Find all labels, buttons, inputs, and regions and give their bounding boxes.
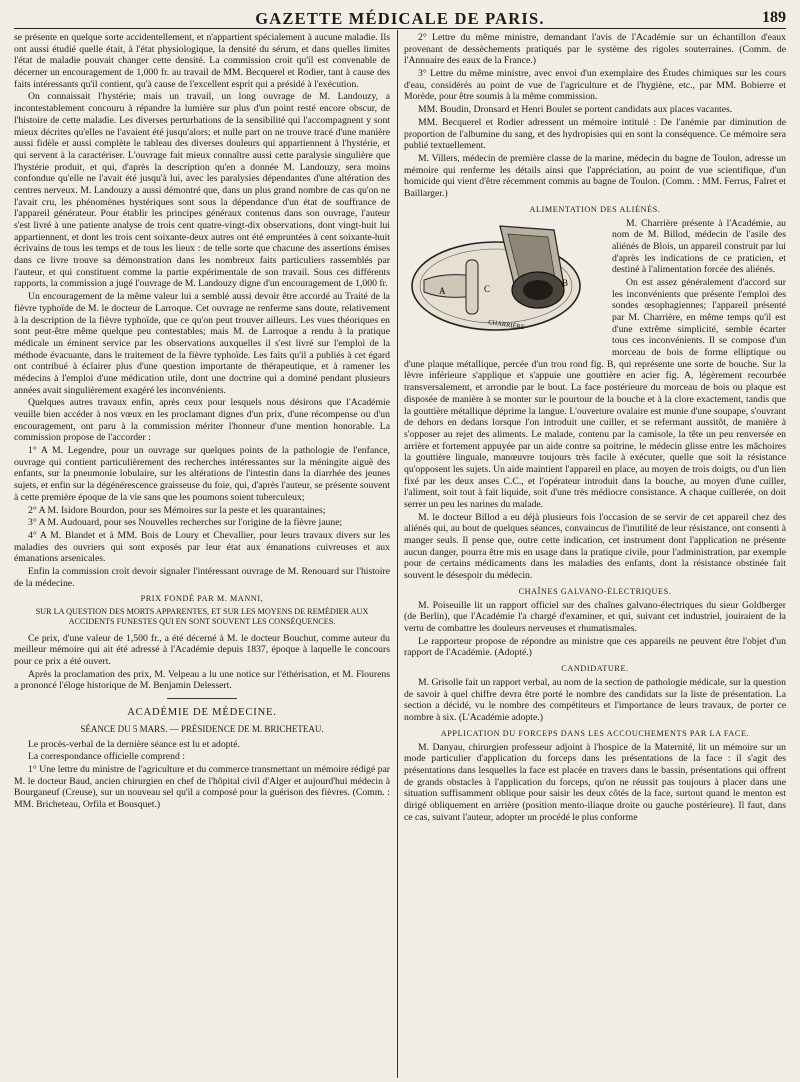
paragraph: M. Danyau, chirurgien professeur adjoint à l'hospice de la Maternité, lit un mémoire sur un mode particulier d'application du forceps dans les présentations de la face : il s'agit des présentations dans lesquelles la face est placée en travers dans le bassin, présentations qui offrent de grands obstacles à l'application du forceps, qu'on ne réussit pas toujours à placer dans une situation suffisamment oblique pour saisir les deux côtés de la face, surtout quand le menton est dirigé obliquement en arrière (position mento-iliaque droite ou gauche postérieure). Il faut, dans ce cas, suivant l'auteur, adopter un procédé le plus conforme: [404, 741, 786, 823]
paragraph: Un encouragement de la même valeur lui a semblé aussi devoir être accordé au Traité de la fièvre typhoïde de M. le docteur de Larroque. Cet ouvrage ne renferme sans doute, relativement à la description de la fièvre typhoïde, que ce qu'on peut trouver ailleurs. Les vues théoriques en sont peut-être même quelque peu contestables; mais M. de Larroque a rendu à la pratique médicale un éminent service par les observations auxquelles il s'est livré sur l'emploi de la méthode évacuante, dans le traitement de la fièvre typhoïde. Les faits qu'il a publiés à cet égard ont contribué à éclairer plus d'une question importante de thérapeutique, et à ramener les médecins à l'emploi d'une médication utile, dont une doctrine qui a dominé pendant plusieurs années avait singulièrement exagéré les inconvénients.: [14, 291, 390, 396]
paragraph: 2° A M. Isidore Bourdon, pour ses Mémoires sur la peste et les quarantaines;: [28, 504, 326, 516]
figure-label-c: C: [484, 283, 491, 294]
section-heading: CANDIDATURE.: [561, 664, 629, 674]
engraver-mark: CHARRIÈRE: [487, 318, 526, 331]
paragraph: On connaissait l'hystérie; mais un travail, un long ouvrage de M. Landouzy, a incontestablement concouru à répandre la lumière sur plus d'un point resté encore obscur, de l'histoire de cette maladie. Les diverses perturbations de la sensibilité qui l'accompagnent y sont mieux décrites qu'elles ne l'avaient été jusqu'alors; et nulle part on ne trouve tracé d'une manière aussi fidèle et aussi complète le tableau des diverses douleurs qui appartiennent à l'hystérie, et qui servent à la caractériser. L'ouvrage fait mieux connaître aussi cette paralysie singulière que l'hystérie produit, et qui, d'après la description qu'en a donnée M. Landouzy, sera moins confondue qu'elle ne l'avait été jusqu'à lui, avec les paralysies dépendantes d'une altération des centres nerveux. M. Landouzy a aussi démontré que, dans un plus grand nombre de cas qu'on ne l'avait cru, les phénomènes hystériques sont sous la dépendance d'un état de souffrance de l'appareil générateur. Pour établir les principes généraux contenus dans son ouvrage, l'auteur s'est livré à une patiente analyse de trois cent quatre-vingt-dix observations, dont vingt-huit lui appartiennent, et dont les trois cent soixante-deux autres ont été empruntées à cent soixante-huit écrivains de tous les temps et de tous les lieux : de telle sorte que chacune des assertions émises dans ce livre trouve sa démonstration dans les nombreux faits particuliers rassemblés par l'auteur, et qui constituent comme la partie expérimentale de son travail. Sous ces différents rapports, la commission a jugé l'ouvrage de M. Landouzy digne d'un encouragement de 1,000 fr.: [14, 91, 390, 290]
session-line: SÉANCE DU 5 MARS. — PRÉSIDENCE DE M. BRICHETEAU.: [80, 723, 324, 734]
section-heading: CHAÎNES GALVANO-ÉLECTRIQUES.: [518, 586, 672, 596]
paragraph: M. Grisolle fait un rapport verbal, au nom de la section de pathologie médicale, sur la question de savoir à quel chiffre devra être porté le nombre des candidats sur la liste de présentation. La section a décidé, vu le nombre des compétiteurs et l'importance de leurs travaux, de porter ce nombre à six. (L'Académie adopte.): [404, 677, 786, 724]
paragraph: Après la proclamation des prix, M. Velpeau a lu une notice sur l'éthérisation, et M. Flourens a prononcé l'éloge historique de M. Benjamin Delessert.: [14, 668, 390, 692]
paragraph: Quelques autres travaux enfin, après ceux pour lesquels nous désirons que l'Académie veuille bien accéder à nos vœux en les proclamant dignes d'un prix, d'une récompense ou d'un encouragement, ont paru à la commission mériter l'honneur d'une mention honorable. La commission propose de l'accorder :: [14, 397, 390, 444]
paragraph: 2° Lettre du même ministre, demandant l'avis de l'Académie sur un échantillon d'eaux provenant de dessèchements pratiqués par le système des rigoles souterraines. (Comm. de l'Annuaire des eaux de la France.): [404, 32, 786, 67]
paragraph: MM. Becquerel et Rodier adressent un mémoire intitulé : De l'anémie par diminution de proportion de l'albumine du sang, et des hydropisies qui en sont la conséquence. Ce mémoire sera publié textuellement.: [404, 116, 786, 152]
academy-heading: ACADÉMIE DE MÉDECINE.: [127, 707, 277, 719]
masthead: [14, 6, 786, 29]
mouth-hole: [523, 280, 553, 300]
section-heading: ALIMENTATION DES ALIÉNÉS.: [529, 204, 661, 214]
paragraph: 3° Lettre du même ministre, avec envoi d'un exemplaire des Études chimiques sur les cours d'eau, considérés au point de vue de l'agriculture et de l'hygiène, etc., par MM. Bobierre et Morède, pour être soumis à la même commission.: [404, 68, 786, 103]
paragraph: La correspondance officielle comprend :: [28, 751, 185, 763]
paragraph: 1° Une lettre du ministre de l'agriculture et du commerce transmettant un mémoire rédigé par M. le docteur Baud, ancien chirurgien en chef de l'hôpital civil d'Alger et aujourd'hui médecin à Bourganeuf (Creuse), sur un nouveau sel qu'il a composé pour la guérison des fièvres. (Comm. : MM. Bricheteau, Orfila et Bousquet.): [14, 764, 390, 811]
paragraph: Enfin la commission croit devoir signaler l'intéressant ouvrage de M. Renouard sur l'histoire de la médecine.: [14, 565, 390, 589]
section-heading: PRIX FONDÉ PAR M. MANNI,: [140, 594, 264, 604]
paragraph: se présente en quelque sorte accidentellement, et n'appartient spécialement à aucune maladie. Ils ont aussi étudié quelle était, à l'état physiologique, la densité du sérum, et dans quelles limites l'état de maladie pouvait changer cette densité. La commission croit qu'il est convenable de décerner un encouragement de 1,000 fr. au travail de MM. Becquerel et Rodier, tant à cause des faits intéressants qu'il contient, qu'à cause de l'excellent esprit qui a présidé à l'exécution.: [14, 32, 390, 90]
paragraph: 4° A M. Blandet et à MM. Bois de Loury et Chevallier, pour leurs travaux divers sur les maladies des ouvriers qui sont exposés par leur état aux émanations cuivreuses et aux émanations arsenicales.: [14, 529, 390, 565]
paragraph: Ce prix, d'une valeur de 1,500 fr., a été décerné à M. le docteur Bouchut, comme auteur du meilleur mémoire qui ait été adressé à l'Académie depuis 1837, époque à laquelle le concours pour ce prix a été ouvert.: [14, 632, 390, 668]
paragraph: M. Poiseuille lit un rapport officiel sur des chaînes galvano-électriques du sieur Goldberger (de Berlin), que l'Académie l'a chargé d'examiner, et qui, suivant cet industriel, jouiraient de la vertu de combattre les douleurs nerveuses et rhumatismales.: [404, 599, 786, 635]
apparatus-engraving: [404, 220, 604, 346]
separator-rule: [167, 698, 237, 699]
paragraph: Le procès-verbal de la dernière séance est lu et adopté.: [28, 738, 240, 750]
handle-loop-c: [466, 260, 478, 314]
paragraph: M. Charrière présente à l'Académie, au nom de M. Billod, médecin de l'asile des aliénés de Blois, un appareil construit par lui d'après les indications de ce praticien, et destiné à l'alimentation forcée des aliénés.: [612, 217, 786, 276]
figure-label-b: B: [562, 277, 569, 288]
feeding-apparatus-illustration: [404, 220, 604, 346]
paragraph: M. Villers, médecin de première classe de la marine, médecin du bagne de Toulon, adresse un mémoire qui renferme les détails ainsi que l'appréciation, au point de vue scientifique, d'un homicide qui vient d'être récemment commis au bagne de Toulon. (Comm. : MM. Ferrus, Falret et Baillarger.): [404, 152, 786, 199]
paragraph: 3° A M. Audouard, pour ses Nouvelles recherches sur l'origine de la fièvre jaune;: [28, 517, 343, 529]
left-column: [14, 32, 390, 1078]
section-subheading: SUR LA QUESTION DES MORTS APPARENTES, ET SUR LES MOYENS DE REMÉDIER AUX ACCIDENTS FUNESTES QUI EN SONT SOUVENT LES CONSÉQUENCES.: [35, 607, 369, 627]
page-number: 189: [762, 9, 786, 26]
journal-title: GAZETTE MÉDICALE DE PARIS.: [255, 9, 545, 28]
section-heading: APPLICATION DU FORCEPS DANS LES ACCOUCHEMENTS PAR LA FACE.: [440, 728, 750, 738]
paragraph: On est assez généralement d'accord sur les inconvénients que présente l'emploi des sondes œsophagiennes; l'appareil présenté par M. Charrière, en même temps qu'il est d'une extrême simplicité, semble écarter tous ces inconvénients. Il se compose d'un morceau de bois de forme elliptique ou d'une plaque métallique, percée d'un trou rond fig. B, qui représente une sorte de bouche. Sur la lèvre inférieure s'applique et s'appuie une gouttière en acier fig. A, légèrement recourbée transversalement, et arrondie par le bout. La face postérieure du morceau de bois ou plaque est disposée de manière à se monter sur le pourtour de la bouche et à la clore exactement, tandis que la gouttière métallique déprime la langue. L'ouverture ovalaire est munie d'une soupape, s'ouvrant de dehors en dedans lorsque l'on introduit une cuiller, et se refermant aussitôt, de manière à s'opposer au rejet des aliments. Le malade, contenu par la camisole, la tête un peu renversée en arrière et fortement appuyée par un aide contre sa poitrine, le médecin glisse entre les mâchoires la gouttière linguale, manœuvre toujours très facile à exécuter, quelle que soit la résistance qu'opposent les sujets. Un aide maintient l'appareil en place, au moyen de trois doigts, ou d'un lien fixé par les deux anses C.C., et l'opérateur introduit dans la bouche, au moyen d'une cuiller, l'aliment, soit tout à fait liquide, soit d'une très médiocre consistance. A chaque cuillerée, on doit serrer un peu les narines du malade.: [404, 276, 786, 510]
figure-label-a: A: [439, 285, 446, 296]
paragraph: M. le docteur Billod a eu déjà plusieurs fois l'occasion de se servir de cet appareil chez des aliénés qui, au bout de quelques séances, convaincus de l'inutilité de leur résistance, ont consenti à manger seuls. Il pense que, outre cette indication, cet instrument dont l'application ne présente aucun danger, pourra être mis en usage dans la pratique civile, pour l'administration, par exemple pour de certains médicaments dans les maladies des enfants, dont la résistance obstinée fait souvent le désespoir du médecin.: [404, 511, 786, 582]
paragraph: MM. Boudin, Dronsard et Henri Boulet se portent candidats aux places vacantes.: [418, 104, 733, 116]
paragraph: 1° A M. Legendre, pour un ouvrage sur quelques points de la pathologie de l'enfance, ouvrage qui contient particulièrement des recherches intéressantes sur la méningite aiguë des enfants, sur la pneumonie lobulaire, sur les altérations de l'intestin dans la diarrhée des jeunes sujets, et enfin sur la dégénérescence graisseuse du foie, qui, d'après l'auteur, se présente souvent à cette première époque de la vie sans que les poumons soient tuberculeux;: [14, 445, 390, 503]
right-column: [404, 32, 786, 1078]
paragraph: Le rapporteur propose de répondre au ministre que ces appareils ne peuvent être l'objet d'un rapport de l'Académie. (Adopté.): [404, 635, 786, 659]
